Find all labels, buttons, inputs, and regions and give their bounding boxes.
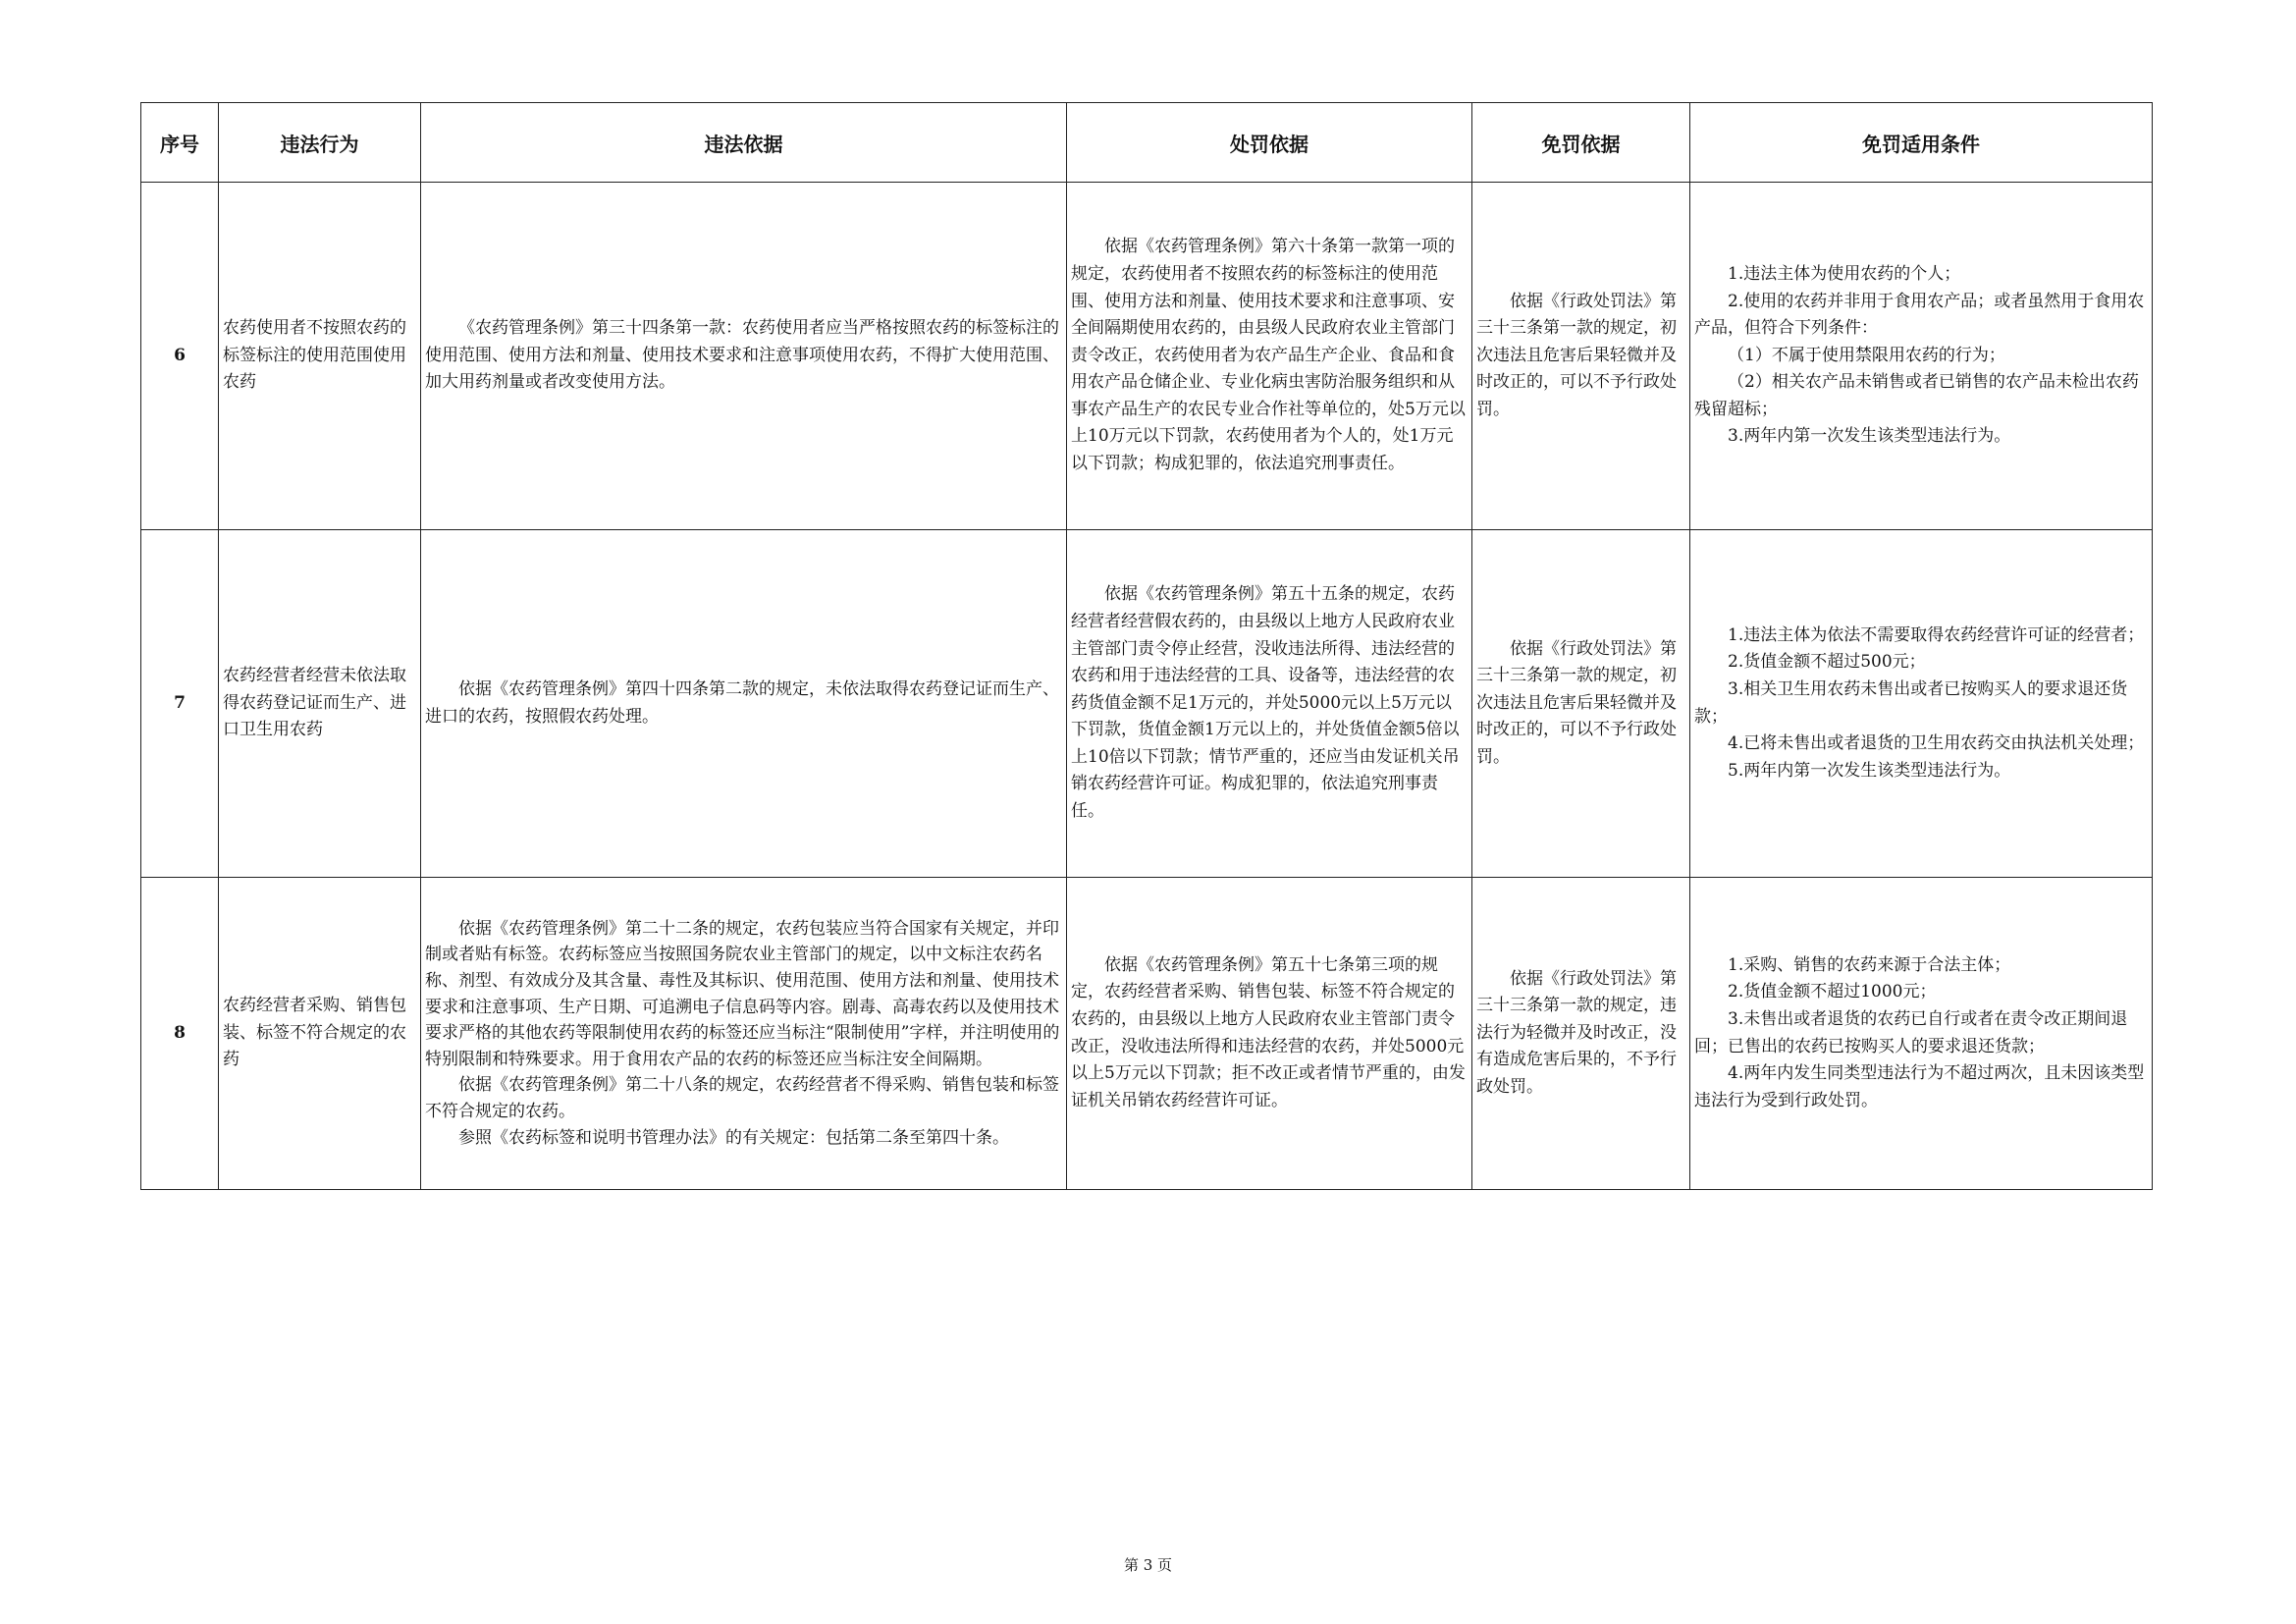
- row-seq: 6: [141, 183, 219, 530]
- basis-paragraph: 依据《农药管理条例》第二十八条的规定，农药经营者不得采购、销售包装和标签不符合规定的农药。: [425, 1075, 1059, 1121]
- penalty-exemption-table: [140, 102, 2153, 1190]
- condition-item: 2.货值金额不超过1000元；: [1728, 982, 1937, 1002]
- penalty-paragraph: 依据《农药管理条例》第五十七条第三项的规定，农药经营者采购、销售包装、标签不符合规定的农药的，由县级以上地方人民政府农业主管部门责令改正，没收违法所得和违法经营的农药，并处5000元以上5万元以下罚款；拒不改正或者情节严重的，由发证机关吊销农药经营许可证。: [1071, 954, 1466, 1110]
- header-row: [141, 103, 2153, 183]
- condition-item: 3.未售出或者退货的农药已自行或者在责令改正期间退回；已售出的农药已按购买人的要求退还货款；: [1694, 1008, 2128, 1056]
- header-penalty-basis: 处罚依据: [1067, 103, 1472, 183]
- basis-paragraph: 依据《农药管理条例》第四十四条第二款的规定，未依法取得农药登记证而生产、进口的农药，按照假农药处理。: [425, 678, 1059, 727]
- penalty-paragraph: 依据《农药管理条例》第五十五条的规定，农药经营者经营假农药的，由县级以上地方人民政府农业主管部门责令停止经营，没收违法所得、违法经营的农药和用于违法经营的工具、设备等，违法经营的农药货值金额不足1万元的，并处5000元以上5万元以下罚款，货值金额1万元以上的，并处货值金额5倍以上10倍以下罚款；情节严重的，还应当由发证机关吊销农药经营许可证。构成犯罪的，依法追究刑事责任。: [1071, 584, 1460, 822]
- header-exemption-basis: 免罚依据: [1472, 103, 1690, 183]
- row-violation: 农药使用者不按照农药的标签标注的使用范围使用农药: [219, 183, 421, 530]
- row-penalty-basis: [1067, 878, 1472, 1190]
- condition-item: 2.使用的农药并非用于食用农产品；或者虽然用于食用农产品，但符合下列条件：: [1694, 291, 2145, 339]
- header-violation: 违法行为: [219, 103, 421, 183]
- condition-item: （2）相关农产品未销售或者已销售的农产品未检出农药残留超标；: [1694, 372, 2139, 419]
- row-exemption-conditions: [1690, 183, 2153, 530]
- exemption-paragraph: 依据《行政处罚法》第三十三条第一款的规定，违法行为轻微并及时改正，没有造成危害后果的，不予行政处罚。: [1476, 968, 1677, 1097]
- table-row: [141, 183, 2153, 530]
- row-violation: 农药经营者经营未依法取得农药登记证而生产、进口卫生用农药: [219, 530, 421, 878]
- condition-item: 3.两年内第一次发生该类型违法行为。: [1728, 426, 2011, 447]
- condition-item: 2.货值金额不超过500元；: [1728, 652, 1926, 673]
- row-penalty-basis: [1067, 183, 1472, 530]
- header-seq: 序号: [141, 103, 219, 183]
- row-violation-basis: [421, 530, 1067, 878]
- condition-item: 4.已将未售出或者退货的卫生用农药交由执法机关处理；: [1728, 733, 2145, 754]
- condition-item: 1.采购、销售的农药来源于合法主体；: [1728, 954, 2011, 975]
- basis-paragraph: 依据《农药管理条例》第二十二条的规定，农药包装应当符合国家有关规定，并印制或者贴有标签。农药标签应当按照国务院农业主管部门的规定，以中文标注农药名称、剂型、有效成分及其含量、毒性及其标识、使用范围、使用方法和剂量、使用技术要求和注意事项、生产日期、可追溯电子信息码等内容。剧毒、高毒农药以及使用技术要求严格的其他农药等限制使用农药的标签还应当标注“限制使用”字样，并注明使用的特别限制和特殊要求。用于食用农产品的农药的标签还应当标注安全间隔期。: [425, 918, 1060, 1069]
- page-number: 第 3 页: [1123, 1556, 1173, 1574]
- row-exemption-basis: [1472, 530, 1690, 878]
- table-row: [141, 530, 2153, 878]
- row-seq: 8: [141, 878, 219, 1190]
- basis-paragraph: 《农药管理条例》第三十四条第一款：农药使用者应当严格按照农药的标签标注的使用范围、使用方法和剂量、使用技术要求和注意事项使用农药，不得扩大使用范围、加大用药剂量或者改变使用方法。: [425, 318, 1059, 393]
- row-exemption-basis: [1472, 878, 1690, 1190]
- header-exemption-conditions: 免罚适用条件: [1690, 103, 2153, 183]
- row-exemption-conditions: [1690, 878, 2153, 1190]
- row-seq: 7: [141, 530, 219, 878]
- condition-item: 5.两年内第一次发生该类型违法行为。: [1728, 760, 2011, 781]
- row-violation-basis: [421, 878, 1067, 1190]
- basis-paragraph: 参照《农药标签和说明书管理办法》的有关规定：包括第二条至第四十条。: [458, 1127, 1009, 1148]
- condition-item: （1）不属于使用禁限用农药的行为；: [1728, 345, 2005, 365]
- exemption-paragraph: 依据《行政处罚法》第三十三条第一款的规定，初次违法且危害后果轻微并及时改正的，可以不予行政处罚。: [1476, 638, 1677, 767]
- condition-item: 4.两年内发生同类型违法行为不超过两次，且未因该类型违法行为受到行政处罚。: [1694, 1063, 2145, 1110]
- row-exemption-basis: [1472, 183, 1690, 530]
- row-penalty-basis: [1067, 530, 1472, 878]
- condition-item: 3.相关卫生用农药未售出或者已按购买人的要求退还货款；: [1694, 678, 2128, 727]
- penalty-paragraph: 依据《农药管理条例》第六十条第一款第一项的规定，农药使用者不按照农药的标签标注的使用范围、使用方法和剂量、使用技术要求和注意事项、安全间隔期使用农药的，由县级人民政府农业主管部门责令改正，农药使用者为农产品生产企业、食品和食用农产品仓储企业、专业化病虫害防治服务组织和从事农产品生产的农民专业合作社等单位的，处5万元以上10万元以下罚款，农药使用者为个人的，处1万元以下罚款；构成犯罪的，依法追究刑事责任。: [1071, 237, 1466, 474]
- condition-item: 1.违法主体为依法不需要取得农药经营许可证的经营者；: [1728, 624, 2145, 645]
- exemption-paragraph: 依据《行政处罚法》第三十三条第一款的规定，初次违法且危害后果轻微并及时改正的，可以不予行政处罚。: [1476, 291, 1677, 419]
- table-row: [141, 878, 2153, 1190]
- row-violation: 农药经营者采购、销售包装、标签不符合规定的农药: [219, 878, 421, 1190]
- row-violation-basis: [421, 183, 1067, 530]
- condition-item: 1.违法主体为使用农药的个人；: [1728, 263, 1961, 284]
- row-exemption-conditions: [1690, 530, 2153, 878]
- header-violation-basis: 违法依据: [421, 103, 1067, 183]
